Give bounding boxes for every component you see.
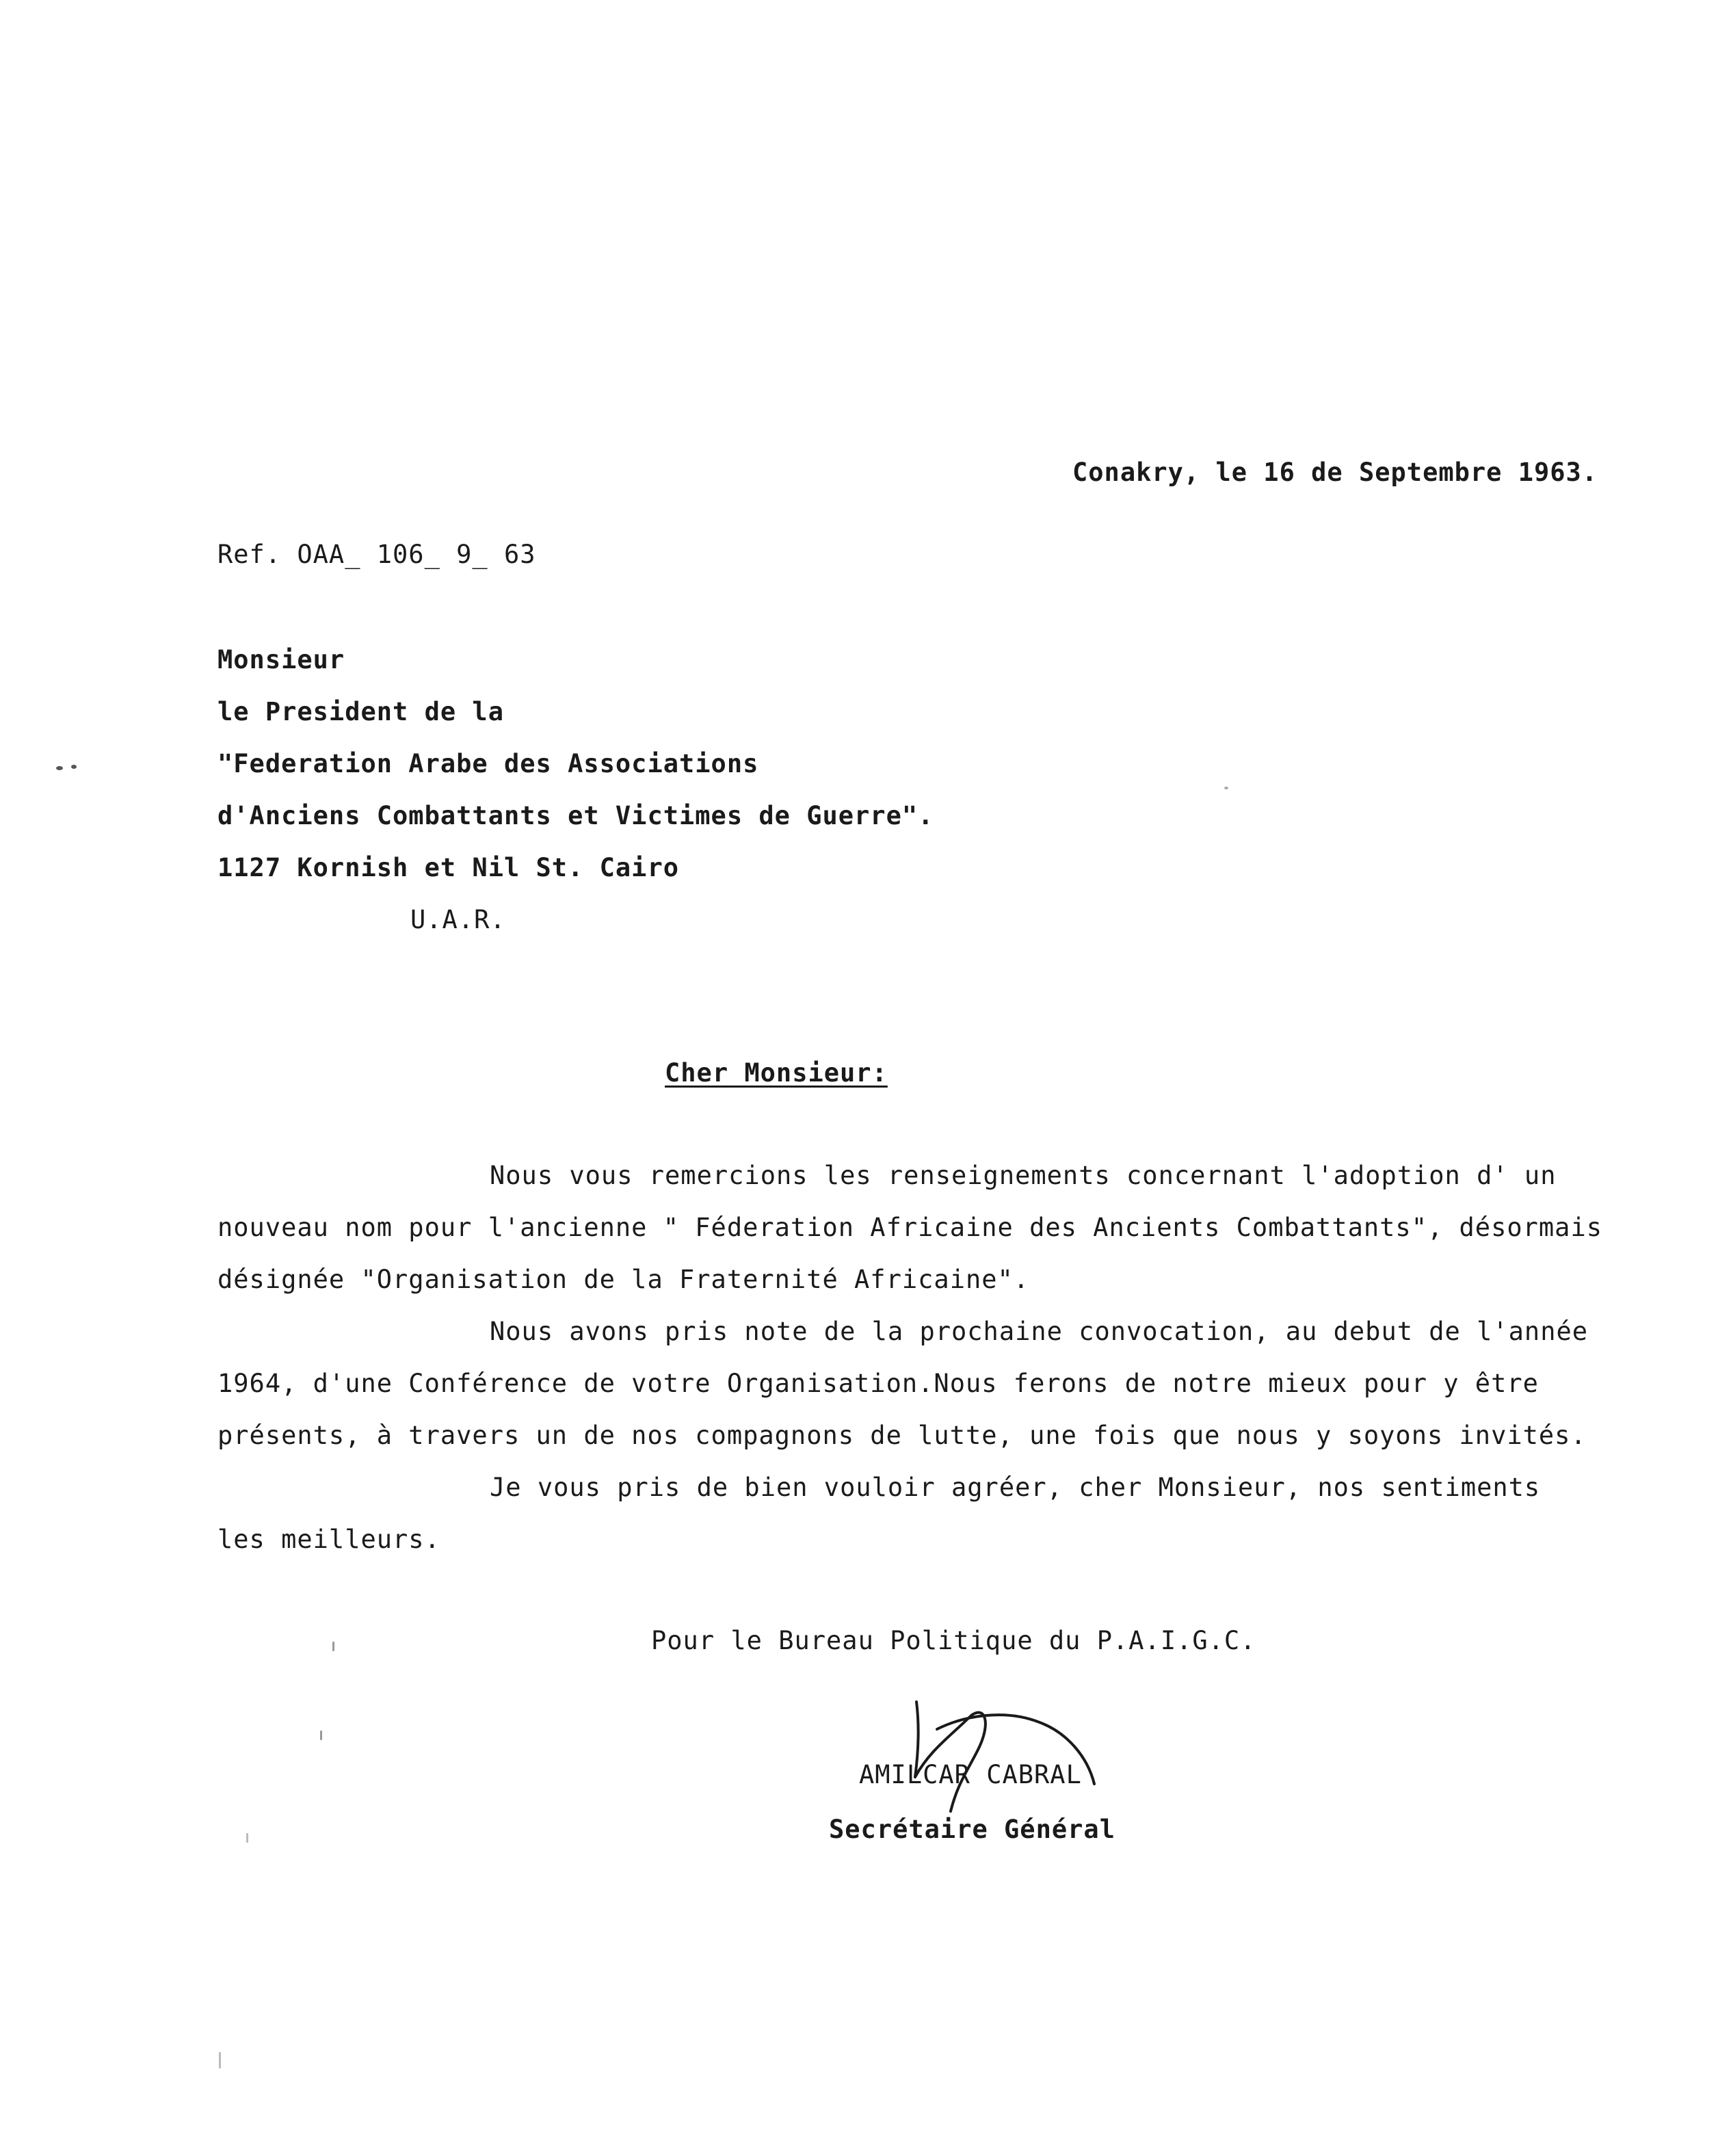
scan-speck bbox=[1224, 787, 1228, 789]
date-line: Conakry, le 16 de Septembre 1963. bbox=[1072, 458, 1598, 487]
recipient-line-3: "Federation Arabe des Associations bbox=[217, 749, 759, 778]
recipient-line-2: le President de la bbox=[217, 697, 504, 726]
closing-line: Pour le Bureau Politique du P.A.I.G.C. bbox=[651, 1626, 1256, 1655]
body-paragraph-1-line-3: désignée "Organisation de la Fraternité Africaine". bbox=[217, 1265, 1030, 1294]
recipient-line-4: d'Anciens Combattants et Victimes de Guerre". bbox=[217, 801, 934, 830]
body-paragraph-2-line-1: Nous avons pris note de la prochaine convocation, au debut de l'année bbox=[490, 1317, 1589, 1346]
recipient-line-6: U.A.R. bbox=[410, 905, 506, 934]
recipient-line-1: Monsieur bbox=[217, 645, 345, 674]
recipient-line-5: 1127 Kornish et Nil St. Cairo bbox=[217, 853, 680, 882]
body-paragraph-3-line-1: Je vous pris de bien vouloir agréer, cher Monsieur, nos sentiments bbox=[490, 1473, 1541, 1502]
scan-speck bbox=[219, 2052, 221, 2068]
body-paragraph-2-line-2: 1964, d'une Conférence de votre Organisation.Nous ferons de notre mieux pour y être bbox=[217, 1369, 1539, 1398]
scan-speck bbox=[332, 1642, 334, 1651]
scan-speck bbox=[56, 766, 63, 770]
scan-speck bbox=[71, 765, 77, 769]
signer-name: AMILCAR CABRAL bbox=[859, 1760, 1082, 1789]
body-paragraph-3-line-2: les meilleurs. bbox=[217, 1525, 440, 1554]
body-paragraph-2-line-3: présents, à travers un de nos compagnons de lutte, une fois que nous y soyons invités. bbox=[217, 1421, 1587, 1450]
body-paragraph-1-line-1: Nous vous remercions les renseignements concernant l'adoption d' un bbox=[490, 1161, 1557, 1190]
salutation: Cher Monsieur: bbox=[665, 1058, 888, 1088]
signer-title: Secrétaire Général bbox=[829, 1815, 1115, 1844]
handwritten-signature bbox=[889, 1674, 1108, 1825]
scan-speck bbox=[320, 1731, 322, 1740]
reference-number: Ref. OAA_ 106_ 9_ 63 bbox=[217, 540, 536, 569]
body-paragraph-1-line-2: nouveau nom pour l'ancienne " Féderation Africaine des Ancients Combattants", désormais bbox=[217, 1213, 1603, 1242]
scan-speck bbox=[246, 1833, 248, 1843]
